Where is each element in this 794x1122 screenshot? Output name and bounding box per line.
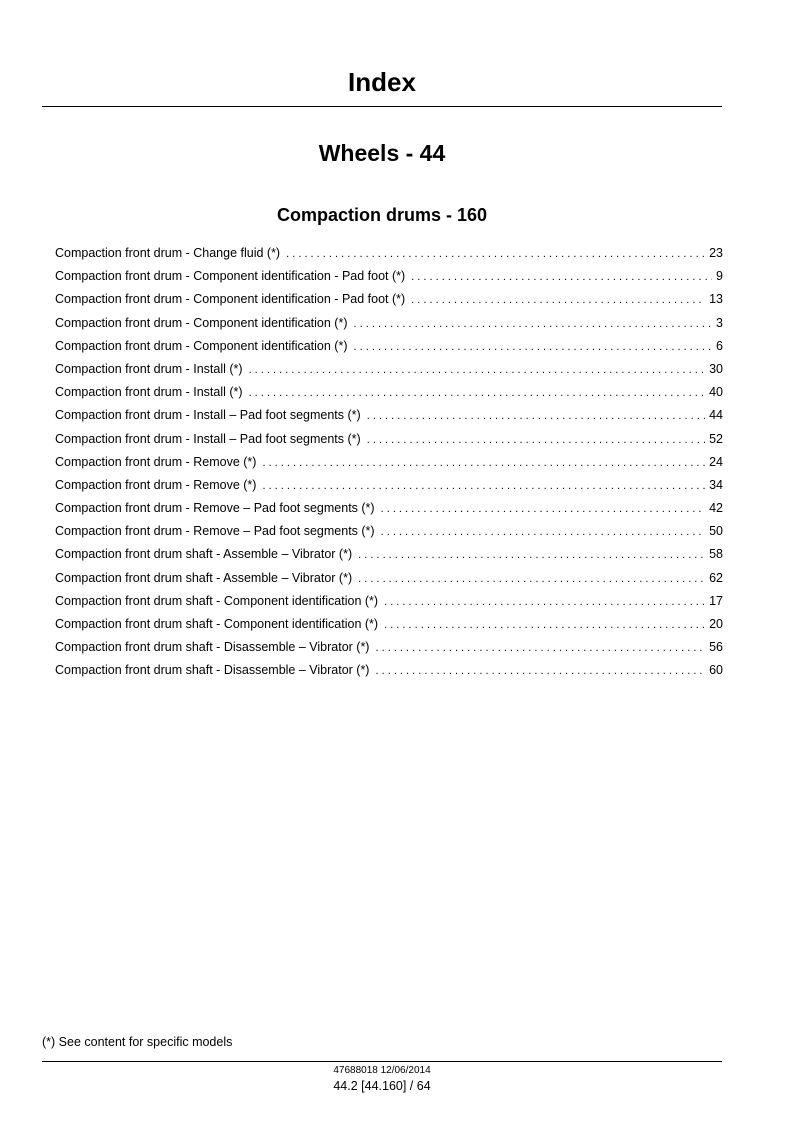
- dot-leader: [411, 289, 705, 311]
- index-entry[interactable]: [55, 265, 723, 288]
- index-entry-label: Compaction front drum shaft - Assemble – Vibrator (*): [55, 547, 353, 562]
- index-entry[interactable]: [55, 335, 723, 358]
- dot-leader: [358, 568, 705, 590]
- index-entry-page: 44: [709, 408, 723, 423]
- section-title: Wheels - 44: [318, 140, 446, 166]
- header-divider: [42, 106, 722, 107]
- index-entry[interactable]: [55, 288, 723, 311]
- dot-leader: [411, 266, 712, 288]
- dot-leader: [384, 591, 705, 613]
- subsection-title: Compaction drums - 160: [276, 205, 488, 225]
- index-entry-label: Compaction front drum shaft - Disassemble – Vibrator (*): [55, 663, 370, 678]
- index-entry-label: Compaction front drum - Remove (*): [55, 454, 257, 469]
- index-entry[interactable]: [55, 543, 723, 566]
- index-entry-label: Compaction front drum - Install (*): [55, 385, 243, 400]
- index-entry-page: 56: [709, 640, 723, 655]
- index-entry-page: 52: [709, 431, 723, 446]
- page-number: 44.2 [44.160] / 64: [333, 1079, 431, 1093]
- dot-leader: [286, 243, 705, 265]
- index-entry-page: 9: [716, 269, 723, 284]
- index-entry-list: [55, 242, 723, 683]
- dot-leader: [367, 429, 705, 451]
- index-entry-page: 40: [709, 385, 723, 400]
- index-entry[interactable]: [55, 613, 723, 636]
- index-entry-page: 20: [709, 617, 723, 631]
- footer-divider: [42, 1061, 722, 1062]
- index-entry-label: Compaction front drum - Remove (*): [55, 477, 257, 492]
- index-entry-label: Compaction front drum - Component identification (*): [55, 338, 348, 353]
- index-entry[interactable]: [55, 474, 723, 497]
- page-title: Index: [348, 67, 416, 97]
- index-entry[interactable]: [55, 590, 723, 613]
- dot-leader: [375, 660, 705, 682]
- index-entry[interactable]: [55, 381, 723, 404]
- index-entry[interactable]: [55, 312, 723, 335]
- dot-leader: [384, 614, 705, 636]
- index-entry-label: Compaction front drum shaft - Component identification (*): [55, 617, 379, 631]
- index-entry-label: Compaction front drum - Install – Pad foot segments (*): [55, 431, 361, 446]
- dot-leader: [375, 637, 705, 659]
- index-entry-label: Compaction front drum - Remove – Pad foot segments (*): [55, 524, 375, 539]
- dot-leader: [381, 521, 706, 543]
- index-entry-label: Compaction front drum - Install (*): [55, 361, 243, 376]
- dot-leader: [262, 475, 705, 497]
- index-entry-label: Compaction front drum shaft - Disassemble – Vibrator (*): [55, 640, 370, 655]
- dot-leader: [381, 498, 706, 520]
- index-entry-page: 3: [716, 315, 723, 330]
- index-entry-page: 42: [709, 501, 723, 516]
- index-entry-label: Compaction front drum - Install – Pad foot segments (*): [55, 408, 361, 423]
- index-entry-page: 34: [709, 477, 723, 492]
- index-entry-page: 6: [716, 338, 723, 353]
- dot-leader: [354, 313, 713, 335]
- index-entry-page: 17: [709, 593, 723, 608]
- footnote: (*) See content for specific models: [42, 1035, 233, 1049]
- index-entry-label: Compaction front drum - Component identification - Pad foot (*): [55, 292, 406, 307]
- index-entry-label: Compaction front drum shaft - Component identification (*): [55, 593, 379, 608]
- index-entry[interactable]: [55, 497, 723, 520]
- index-entry[interactable]: [55, 567, 723, 590]
- index-entry-page: 24: [709, 454, 723, 469]
- document-id: 47688018 12/06/2014: [333, 1065, 431, 1076]
- index-entry[interactable]: [55, 520, 723, 543]
- index-entry[interactable]: [55, 451, 723, 474]
- index-entry-label: Compaction front drum - Component identification (*): [55, 315, 348, 330]
- index-entry-page: 60: [709, 663, 723, 678]
- index-entry[interactable]: [55, 358, 723, 381]
- index-entry-page: 50: [709, 524, 723, 539]
- dot-leader: [354, 336, 713, 358]
- index-entry-page: 62: [709, 570, 723, 585]
- dot-leader: [262, 452, 705, 474]
- index-entry-page: 30: [709, 361, 723, 376]
- index-entry[interactable]: [55, 404, 723, 427]
- index-entry-label: Compaction front drum - Remove – Pad foot segments (*): [55, 501, 375, 516]
- index-entry[interactable]: [55, 428, 723, 451]
- index-entry[interactable]: [55, 242, 723, 265]
- dot-leader: [249, 359, 706, 381]
- dot-leader: [358, 544, 705, 566]
- dot-leader: [367, 405, 705, 427]
- index-entry-label: Compaction front drum - Change fluid (*): [55, 246, 281, 260]
- index-entry[interactable]: [55, 636, 723, 659]
- index-entry-label: Compaction front drum - Component identification - Pad foot (*): [55, 269, 406, 284]
- index-entry-page: 23: [709, 246, 723, 260]
- index-entry[interactable]: [55, 659, 723, 682]
- dot-leader: [249, 382, 706, 404]
- index-entry-page: 58: [709, 547, 723, 562]
- index-entry-page: 13: [709, 292, 723, 307]
- index-entry-label: Compaction front drum shaft - Assemble – Vibrator (*): [55, 570, 353, 585]
